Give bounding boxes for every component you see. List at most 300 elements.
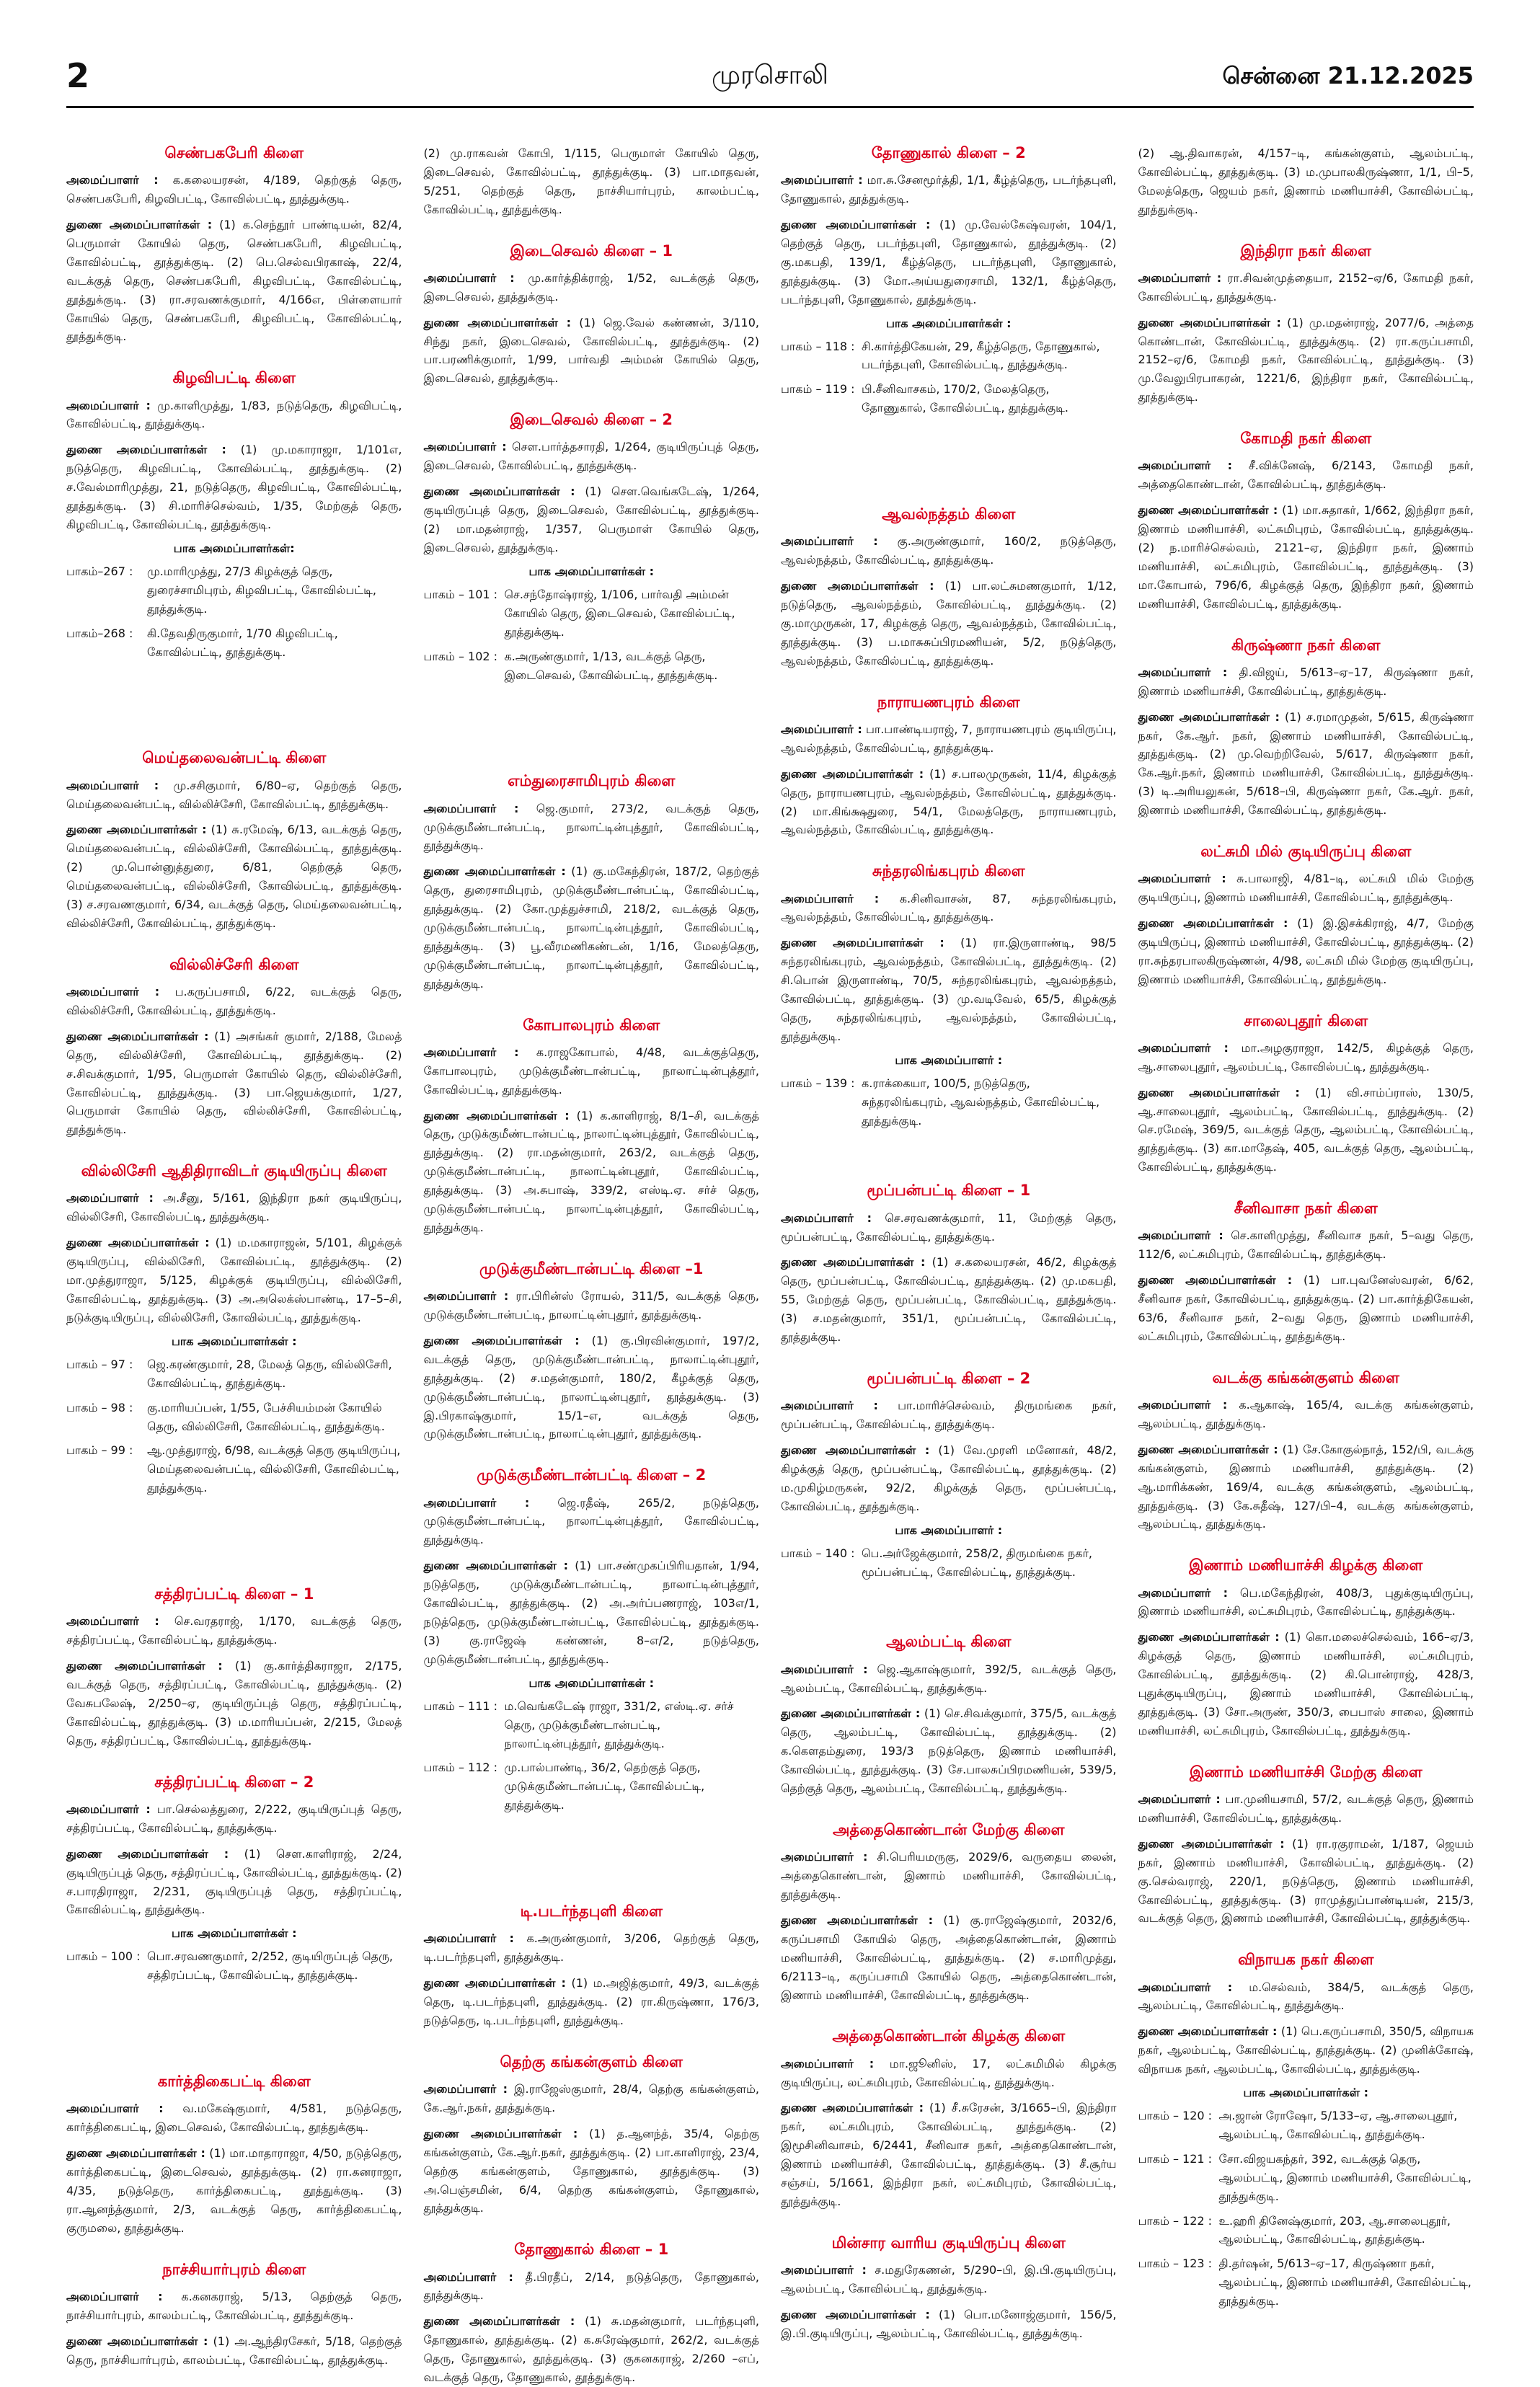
booth-number: பாகம் – 122 : <box>1138 2213 1213 2228</box>
role-label: அமைப்பாளர் : <box>423 270 515 285</box>
issue-date: சென்னை 21.12.2025 <box>1222 62 1474 89</box>
member-details: செ.வரதராஜ், 1/170, வடக்குத் தெரு, சத்திரப்பட்டி, கோவில்பட்டி, தூத்துக்குடி. <box>66 1614 402 1647</box>
role-label: அமைப்பாளர் : <box>1138 1228 1223 1243</box>
member-details: தி.விஜய், 5/613–ஏ–17, கிருஷ்ணா நகர், இணாம் மணியாச்சி, கோவில்பட்டி, தூத்துக்குடி. <box>1138 665 1474 698</box>
branch-title: கோபாலபுரம் கிளை <box>523 1016 660 1034</box>
member-paragraph <box>781 2099 1117 2210</box>
member-details: (1) மா.மாதாராஜா, 4/50, நடுத்தெரு, கார்த்திகைபட்டி, இடைசெவல், தூத்துக்குடி. (2) ரா.கனராஜா, 4/35, நடுத்தெரு, கார்த்திகைபட்டி, தூத்துக்குடி. (3) ரா.ஆனந்த்குமார், 2/3, வடக்குத் தெரு, கார்த்திகைபட்டி, குருமலை, தூத்துக்குடி. <box>66 2146 402 2235</box>
branch-section <box>1138 430 1474 613</box>
member-paragraph <box>781 532 1117 570</box>
role-label: அமைப்பாளர் : <box>66 2289 163 2303</box>
member-details: க.ஆகாஷ், 165/4, வடக்கு கங்கன்குளம், ஆலம்பட்டி, தூத்துக்குடி. <box>1138 1398 1474 1430</box>
branch-title: லட்சுமி மில் குடியிருப்பு கிளை <box>1200 843 1412 861</box>
role-label: அமைப்பாளர் : <box>423 1045 519 1059</box>
member-paragraph <box>781 934 1117 1045</box>
branch-section <box>1138 1369 1474 1534</box>
role-label: அமைப்பாளர் : <box>781 891 880 905</box>
booth-number: பாகம் – 121 : <box>1138 2151 1213 2166</box>
role-label: துணை அமைப்பாளர்கள் : <box>1138 1630 1280 1644</box>
member-paragraph <box>424 862 760 993</box>
booth-number: பாகம் – 98 : <box>66 1400 133 1414</box>
booth-details: க.ராக்கையா, 100/5, நடுத்தெரு, சுந்தரலிங்கபுரம், ஆவல்நத்தம், கோவில்பட்டி, தூத்துக்குடி. <box>862 1076 1100 1128</box>
member-details: க.கலையரசன், 4/189, தெற்குத் தெரு, செண்பகபேரி, கிழவிபட்டி, கோவில்பட்டி, தூத்துக்குடி. <box>66 173 402 206</box>
branch-section <box>424 1466 760 1815</box>
member-details: (1) ச.கலையரசன், 46/2, கிழக்குத் தெரு, மூப்பன்பட்டி, கோவில்பட்டி, தூத்துக்குடி. (2) மு.மகபதி, 55, மேற்குத் தெரு, மூப்பன்பட்டி, கோவில்பட்டி, தூத்துக்குடி. (3) ச.மதன்குமார், 351/1, மூப்பன்பட்டி, கோவில்பட்டி, தூத்துக்குடி. <box>781 1255 1117 1345</box>
role-label: துணை அமைப்பாளர்கள் : <box>423 315 572 329</box>
member-details: (1) க.காளிராஜ், 8/1–சி, வடக்குத் தெரு, முடுக்குமீண்டான்பட்டி, நாலாட்டின்புத்தூர், கோவில்பட்டி, தூத்துக்குடி. (2) ரா.மதன்குமார், 263/2, வடக்குத் தெரு, முடுக்குமீண்டான்பட்டி, நாலாட்டின்புதூர், கோவில்பட்டி, தூத்துக்குடி. (3) அ.சுபாஷ், 339/2, எஸ்டி.ஏ. சர்ச் தெரு, முடுக்குமீண்டான்பட்டி, நாலாட்டின்புத்தூர், கோவில்பட்டி, தூத்துக்குடி. <box>423 1108 759 1234</box>
member-details: (1) ரா.இருளாண்டி, 98/5 சுந்தரலிங்கபுரம், ஆவல்நத்தம், கோவில்பட்டி, தூத்துக்குடி. (2) சி.பொன் இருளாண்டி, 70/5, சுந்தரலிங்கபுரம், ஆவல்நத்தம், கோவில்பட்டி, தூத்துக்குடி. (3) மு.வடிவேல், 65/5, கிழக்குத் தெரு, சுந்தரலிங்கபுரம், ஆவல்நத்தம், கோவில்பட்டி, தூத்துக்குடி. <box>781 936 1117 1043</box>
role-label: துணை அமைப்பாளர்கள் : <box>1138 1273 1293 1288</box>
branch-section <box>781 2027 1117 2210</box>
member-paragraph <box>66 2099 402 2137</box>
branch-section <box>66 749 402 932</box>
page-number: 2 <box>66 56 90 95</box>
branch-title: தோணுகால் கிளை – 1 <box>514 2241 669 2259</box>
branch-title: அத்தைகொண்டான் கிழக்கு கிளை <box>832 2027 1066 2045</box>
article-columns <box>66 144 1474 2385</box>
column-spacer <box>424 707 760 772</box>
branch-section <box>66 2261 402 2370</box>
member-paragraph <box>1138 501 1474 613</box>
booth-number: பாகம் – 139 : <box>781 1076 855 1090</box>
member-details: (1) பொ.மனோஜ்குமார், 156/5, இ.பி.குடியிருப்பு, ஆலம்பட்டி, கோவில்பட்டி, தூத்துக்குடி. <box>781 2307 1117 2340</box>
branch-section <box>781 694 1117 840</box>
role-label: அமைப்பாளர் : <box>66 1802 151 1816</box>
column-spacer <box>66 2008 402 2073</box>
booth-heading: பாக அமைப்பாளர்கள் : <box>172 1334 297 1348</box>
member-paragraph <box>781 890 1117 927</box>
member-paragraph <box>1138 269 1474 306</box>
role-label: அமைப்பாளர் : <box>66 2102 164 2116</box>
member-paragraph <box>424 1556 760 1668</box>
booth-number: பாகம்–268 : <box>66 626 133 640</box>
member-details: பெ.மகேந்திரன், 408/3, புதுக்குடியிருப்பு, இணாம் மணியாச்சி, லட்சுமிபுரம், கோவில்பட்டி, தூத்துக்குடி. <box>1138 1585 1474 1618</box>
booth-number: பாகம் – 123 : <box>1138 2257 1213 2271</box>
member-paragraph <box>1138 1271 1474 1346</box>
member-paragraph <box>781 1253 1117 1347</box>
booth-row <box>1138 2254 1474 2311</box>
branch-section <box>781 1370 1117 1581</box>
member-details: ரா.பிரின்ஸ் ரோயல், 311/5, வடக்குத் தெரு, முடுக்குமீண்டான்பட்டி, நாலாட்டின்புதூர், தூத்துக்குடி. <box>423 1289 760 1321</box>
member-paragraph <box>66 1800 402 1838</box>
role-label: அமைப்பாளர் : <box>423 2269 513 2284</box>
member-paragraph <box>1138 1978 1474 2016</box>
member-details: (1) ஜெ.வேல் கண்ணன், 3/110, சிந்து நகர், இடைசெவல், கோவில்பட்டி, தூத்துக்குடி. (2) பா.பரணிக்குமார், 1/99, பார்வதி அம்மன் கோயில் தெரு, இடைசெவல், தூத்துக்குடி. <box>423 315 759 386</box>
member-details: (1) அ.ஆந்திரசேகர், 5/18, தெற்குத் தெரு, நாச்சியார்புரம், காலம்பட்டி, கோவில்பட்டி, தூத்துக்குடி. <box>66 2334 402 2367</box>
branch-title: இந்திரா நகர் கிளை <box>1240 242 1371 260</box>
branch-section <box>1138 144 1474 219</box>
member-details: (2) ஆ.திவாகரன், 4/157–டி, கங்கன்குளம், ஆலம்பட்டி, கோவில்பட்டி, தூத்துக்குடி. (3) ம.முபாலகிருஷ்ணா, 1/1, பி–5, மேலத்தெரு, ஜெயம் நகர், இணாம் மணியாச்சி, கோவில்பட்டி, தூத்துக்குடி. <box>1138 146 1474 216</box>
member-details: செ.சரவணக்குமார், 11, மேற்குத் தெரு, மூப்பன்பட்டி, கோவில்பட்டி, தூத்துக்குடி. <box>781 1210 1117 1244</box>
branch-title: சுந்தரலிங்கபுரம் கிளை <box>872 862 1025 880</box>
branch-title: இணாம் மணியாச்சி கிழக்கு கிளை <box>1189 1556 1423 1575</box>
masthead <box>66 50 1474 108</box>
booth-number: பாகம் – 112 : <box>423 1761 498 1775</box>
role-label: துணை அமைப்பாளர்கள் : <box>423 1108 570 1122</box>
booth-number: பாகம் – 97 : <box>66 1357 133 1371</box>
member-paragraph <box>781 1660 1117 1698</box>
role-label: துணை அமைப்பாளர்கள் : <box>66 218 213 231</box>
member-paragraph <box>781 1441 1117 1516</box>
member-paragraph <box>424 1332 760 1443</box>
branch-title: வடக்கு கங்கன்குளம் கிளை <box>1212 1368 1399 1386</box>
branch-title: விநாயக நகர் கிளை <box>1238 1951 1374 1969</box>
member-details: கு.அருண்குமார், 160/2, நடுத்தெரு, ஆவல்நத்தம், கோவில்பட்டி, தூத்துக்குடி. <box>781 534 1117 567</box>
booth-details: கி.தேவதிருகுமார், 1/70 கிழவிபட்டி, கோவில்பட்டி, தூத்துக்குடி. <box>147 626 338 659</box>
booth-row <box>66 1355 402 1393</box>
member-paragraph <box>424 1287 760 1324</box>
booth-row <box>1138 2212 1474 2249</box>
booth-heading: பாக அமைப்பாளர் : <box>895 1523 1003 1537</box>
booth-details: தி.தர்ஷன், 5/613–ஏ–17, கிருஷ்ணா நகர், ஆலம்பட்டி, இணாம் மணியாச்சி, கோவில்பட்டி, தூத்துக்குடி. <box>1218 2257 1472 2308</box>
branch-section <box>66 956 402 1139</box>
member-paragraph <box>66 1612 402 1649</box>
member-details: (2) மு.ராகவன் கோபி, 1/115, பெருமாள் கோயில் தெரு, இடைசெவல், கோவில்பட்டி, தூத்துக்குடி. (3) பா.மாதவன், 5/251, தெற்குத் தெரு, நாச்சியார்புரம், காலம்பட்டி, கோவில்பட்டி, தூத்துக்குடி. <box>423 146 759 216</box>
member-details: (1) சீ.சுரேசன், 3/1665–பி, இந்திரா நகர், லட்சுமிபுரம், கோவில்பட்டி, தூத்துக்குடி. (2) இமூசினிவாசம், 6/2441, சீனிவாச நகர், அத்தைகொண்டான், இணாம் மணியாச்சி, கோவில்பட்டி, தூத்துக்குடி. (3) சீ.சூர்ய சஞ்சய், 5/1661, இந்திரா நகர், லட்சுமிபுரம், கோவில்பட்டி, தூத்துக்குடி. <box>781 2101 1117 2208</box>
branch-section <box>781 1633 1117 1798</box>
member-details: (1) கு.ராஜேஷ்குமார், 2032/6, கருப்பசாமி கோயில் தெரு, அத்தைகொண்டான், இணாம் மணியாச்சி, கோவில்பட்டி, தூத்துக்குடி. (2) ச.மாரிமுத்து, 6/2113–டி, கருப்பசாமி கோயில் தெரு, அத்தைகொண்டான், இணாம் மணியாச்சி, கோவில்பட்டி, தூத்துக்குடி. <box>781 1913 1117 2002</box>
member-paragraph <box>1138 1628 1474 1740</box>
member-paragraph <box>424 2268 760 2306</box>
role-label: துணை அமைப்பாளர்கள் : <box>781 1255 926 1270</box>
booth-details: ஜெ.கரண்குமார், 28, மேலத் தெரு, வில்லிசேரி, கோவில்பட்டி, தூத்துக்குடி. <box>147 1357 392 1390</box>
member-details: பா.மாரிச்செல்வம், திருமங்கை நகர், மூப்பன்பட்டி, கோவில்பட்டி, தூத்துக்குடி. <box>781 1399 1117 1432</box>
branch-section <box>1138 242 1474 407</box>
booth-heading: பாக அமைப்பாளர்கள் : <box>528 1675 654 1690</box>
booth-details: சி.கார்த்திகேயன், 29, கீழ்த்தெரு, தோணுகால், படர்ந்தபுளி, கோவில்பட்டி, தூத்துக்குடி. <box>862 339 1100 372</box>
booth-details: செ.சந்தோஷ்ராஜ், 1/106, பார்வதி அம்மன் கோயில் தெரு, இடைசெவல், கோவில்பட்டி, தூத்துக்குடி. <box>504 587 735 639</box>
member-paragraph <box>1138 1584 1474 1621</box>
role-label: துணை அமைப்பாளர்கள் : <box>1138 1442 1278 1456</box>
booth-number: பாகம் – 100 : <box>66 1949 141 1964</box>
role-label: துணை அமைப்பாளர்கள் : <box>1138 315 1281 329</box>
branch-section <box>781 505 1117 670</box>
booth-row <box>66 1441 402 1497</box>
member-paragraph <box>66 776 402 814</box>
role-label: அமைப்பாளர் : <box>781 1662 868 1676</box>
member-paragraph <box>1138 1790 1474 1828</box>
member-paragraph <box>1138 1440 1474 1534</box>
branch-section <box>1138 1556 1474 1740</box>
role-label: அமைப்பாளர் : <box>1138 665 1228 679</box>
member-details: (1) பா.சண்முகப்பிரியதான், 1/94, நடுத்தெரு, முடுக்குமீண்டான்பட்டி, நாலாட்டின்புத்தூர், கோவில்பட்டி, தூத்துக்குடி. (2) அ.அர்ப்பணராஜ், 103எ/1, நடுத்தெரு, முடுக்குமீண்டான்பட்டி, கோவில்பட்டி, தூத்துக்குடி. (3) கு.ராஜேஷ் கண்ணன், 8–எ/2, நடுத்தெரு, முடுக்குமீண்டான்பட்டி, தூத்துக்குடி. <box>423 1559 759 1666</box>
column-spacer <box>424 1838 760 1903</box>
role-label: அமைப்பாளர் : <box>423 440 507 454</box>
booth-row <box>66 1399 402 1436</box>
branch-section <box>781 862 1117 1130</box>
role-label: துணை அமைப்பாளர்கள் : <box>66 823 207 837</box>
member-details: சௌ.பார்த்தசாரதி, 1/264, குடியிருப்புத் தெரு, இடைசெவல், கோவில்பட்டி, தூத்துக்குடி. <box>423 440 759 473</box>
booth-heading: பாக அமைப்பாளர்கள் : <box>172 1926 297 1941</box>
branch-title: சாலைபுதூர் கிளை <box>1244 1011 1368 1029</box>
role-label: அமைப்பாளர் : <box>781 173 863 187</box>
role-label: துணை அமைப்பாளர்கள் : <box>781 1913 933 1927</box>
booth-heading: பாக அமைப்பாளர்கள்: <box>173 541 295 555</box>
booth-details: ம.வெங்கடேஷ் ராஜா, 331/2, எஸ்டி.ஏ. சர்ச் தெரு, முடுக்குமீண்டான்பட்டி, நாலாட்டின்புத்தூர், தூத்துக்குடி. <box>504 1699 734 1750</box>
role-label: அமைப்பாளர் : <box>781 2263 867 2277</box>
role-label: அமைப்பாளர் : <box>781 1850 868 1864</box>
branch-section <box>424 1903 760 2030</box>
member-paragraph <box>424 482 760 557</box>
branch-section <box>781 2234 1117 2343</box>
branch-title: மின்சார வாரிய குடியிருப்பு கிளை <box>831 2233 1066 2251</box>
role-label: துணை அமைப்பாளர்கள் : <box>423 2314 575 2329</box>
member-paragraph <box>1138 1084 1474 1177</box>
member-details: க.சினிவாசன், 87, சுந்தரலிங்கபுரம், ஆவல்நத்தம், கோவில்பட்டி, தூத்துக்குடி. <box>781 891 1117 924</box>
column-spacer <box>781 440 1117 505</box>
member-details: (1) க.செந்தூர் பாண்டியன், 82/4, பெருமாள் கோயில் தெரு, செண்பகபேரி, கிழவிபட்டி, கோவில்பட்டி, தூத்துக்குடி. (2) பெ.செல்வபிரகாஷ், 22/4, வடக்குத் தெரு, செண்பகபேரி, கிழவிபட்டி, கோவில்பட்டி, தூத்துக்குடி. (3) ரா.சரவணக்குமார், 4/166எ, பிள்ளையார் கோயில் தெரு, செண்பகபேரி, கிழவிபட்டி, கோவில்பட்டி, தூத்துக்குடி. <box>66 218 402 344</box>
branch-title: வில்லிசேரி ஆதிதிராவிடர் குடியிருப்பு கிளை <box>81 1162 387 1180</box>
member-details: பா.பாண்டியராஜ், 7, நாராயணபுரம் குடியிருப்பு, ஆவல்நத்தம், கோவில்பட்டி, தூத்துக்குடி. <box>781 722 1117 755</box>
role-label: துணை அமைப்பாளர்கள் : <box>423 1333 580 1347</box>
booth-number: பாகம் – 102 : <box>423 649 498 663</box>
member-paragraph <box>66 1189 402 1226</box>
member-paragraph <box>1138 1039 1474 1076</box>
member-details: (1) செ.சிவக்குமார், 375/5, வடக்குத் தெரு, ஆலம்பட்டி, கோவில்பட்டி, தூத்துக்குடி. (2) க.கௌதம்துரை, 193/3 நடுத்தெரு, இணாம் மணியாச்சி, கோவில்பட்டி, தூத்துக்குடி. (3) சே.பாலசுப்பிரமணியன், 539/5, தெற்குத் தெரு, ஆலம்பட்டி, கோவில்பட்டி, தூத்துக்குடி. <box>781 1706 1117 1796</box>
booth-row <box>1138 2150 1474 2206</box>
booth-details: க.அருண்குமார், 1/13, வடக்குத் தெரு, இடைசெவல், கோவில்பட்டி, தூத்துக்குடி. <box>504 649 718 682</box>
member-details: (1) கு.கார்த்திகராஜா, 2/175, வடக்குத் தெரு, சத்திரப்பட்டி, கோவில்பட்டி, தூத்துக்குடி. (2) வேசுபலேஷ், 2/250–ஏ, குடியிருப்புத் தெரு, சத்திரப்பட்டி, கோவில்பட்டி, தூத்துக்குடி. (3) ம.மாரியப்பன், 2/215, மேலத் தெரு, சத்திரப்பட்டி, கோவில்பட்டி, தூத்துக்குடி. <box>66 1659 402 1748</box>
member-paragraph <box>781 171 1117 208</box>
member-details: ரா.சிவன்முத்தையா, 2152–ஏ/6, கோமதி நகர், கோவில்பட்டி, தூத்துக்குடி. <box>1138 270 1474 304</box>
member-details: இ.ராஜேஸ்குமார், 28/4, தெற்கு கங்கன்குளம், கே.ஆர்.நகர், தூத்துக்குடி. <box>423 2082 760 2114</box>
member-paragraph <box>66 1027 402 1139</box>
column-2 <box>423 144 760 2385</box>
branch-title: கோமதி நகர் கிளை <box>1240 430 1372 448</box>
member-paragraph <box>781 765 1117 840</box>
member-details: (1) இ.இசக்கிராஜ், 4/7, மேற்கு குடியிருப்பு, இணாம் மணியாச்சி, கோவில்பட்டி, தூத்துக்குடி. (2) ரா.சுந்தரபாலகிருஷ்ணன், 4/98, லட்சுமி மில் மேற்கு குடியிருப்பு, இணாம் மணியாச்சி, கோவில்பட்டி, தூத்துக்குடி. <box>1138 916 1474 986</box>
member-paragraph <box>66 1845 402 1920</box>
member-paragraph <box>66 2144 402 2238</box>
member-paragraph <box>66 983 402 1020</box>
member-paragraph <box>1138 1835 1474 1928</box>
member-details: (1) கு.மகேந்திரன், 187/2, தெற்குத் தெரு, துரைசாமிபுரம், முடுக்குமீண்டான்பட்டி, கோவில்பட்டி, தூத்துக்குடி. (2) கோ.முத்துச்சாமி, 218/2, வடக்குத் தெரு, முடுக்குமீண்டான்பட்டி, நாலாட்டின்புத்தூர், கோவில்பட்டி, தூத்துக்குடி. (3) பூ.வீரமணிகண்டன், 1/16, மேலத்தெரு, முடுக்குமீண்டான்பட்டி, நாலாட்டின்புத்தூர், கோவில்பட்டி, தூத்துக்குடி. <box>423 864 759 991</box>
member-details: மு.சசிகுமார், 6/80–ஏ, தெற்குத் தெரு, மெய்தலைவன்பட்டி, வில்லிச்சேரி, கோவில்பட்டி, தூத்துக்குடி. <box>66 778 402 811</box>
role-label: அமைப்பாளர் : <box>66 985 160 999</box>
member-paragraph <box>66 397 402 434</box>
branch-title: சீனிவாசா நகர் கிளை <box>1234 1200 1378 1218</box>
branch-section <box>1138 1951 1474 2311</box>
role-label: அமைப்பாளர் : <box>1138 872 1226 886</box>
booth-row <box>781 380 1117 417</box>
branch-section <box>424 242 760 389</box>
member-paragraph <box>424 144 760 219</box>
column-spacer <box>66 684 402 749</box>
role-label: அமைப்பாளர் : <box>66 398 151 412</box>
role-label: துணை அமைப்பாளர்கள் : <box>423 484 575 499</box>
booth-row <box>1138 2107 1474 2144</box>
booth-heading: பாக அமைப்பாளர்கள் : <box>886 316 1012 330</box>
member-paragraph <box>1138 869 1474 907</box>
branch-section <box>424 2053 760 2218</box>
member-details: தீ.பிரதீப், 2/14, நடுத்தெரு, தோணுகால், தூத்துக்குடி. <box>423 2269 760 2303</box>
branch-section <box>66 2073 402 2238</box>
member-paragraph <box>424 1494 760 1550</box>
booth-details: சோ.விஜயகந்தர், 392, வடக்குத் தெரு, ஆலம்பட்டி, இணாம் மணியாச்சி, கோவில்பட்டி, தூத்துக்குடி. <box>1218 2151 1472 2203</box>
member-details: செ.காளிமுத்து, சீனிவாச நகர், 5–வது தெரு, 112/6, லட்சுமிபுரம், கோவில்பட்டி, தூத்துக்குடி. <box>1138 1228 1474 1262</box>
role-label: அமைப்பாளர் : <box>423 801 519 815</box>
member-details: (1) மா.சுதாகர், 1/662, இந்திரா நகர், இணாம் மணியாச்சி, லட்சுமிபுரம், கோவில்பட்டி, தூத்துக்குடி. (2) ந.மாரிச்செல்வம், 2121–ஏ, இந்திரா நகர், இணாம் மணியாச்சி, லட்சுமிபுரம், கோவில்பட்டி, தூத்துக்குடி. (3) மா.கோபால், 796/6, கிழக்குத் தெரு, இந்திரா நகர், இணாம் மணியாச்சி, கோவில்பட்டி, தூத்துக்குடி. <box>1138 503 1474 611</box>
branch-section <box>424 1260 760 1443</box>
role-label: அமைப்பாளர் : <box>66 778 159 792</box>
member-paragraph <box>66 1657 402 1750</box>
member-details: (1) சு.ரமேஷ், 6/13, வடக்குத் தெரு, மெய்தலைவன்பட்டி, வில்லிச்சேரி, கோவில்பட்டி, தூத்துக்குடி. (2) மு.பொன்னுத்துரை, 6/81, தெற்குத் தெரு, மெய்தலைவன்பட்டி, வில்லிச்சேரி, கோவில்பட்டி, தூத்துக்குடி. (3) ச.சரவணகுமார், 6/34, வடக்குத் தெரு, மெய்தலைவன்பட்டி, வில்லிச்சேரி, கோவில்பட்டி, தூத்துக்குடி. <box>66 823 402 930</box>
role-label: அமைப்பாளர் : <box>66 1191 154 1205</box>
member-paragraph <box>66 820 402 932</box>
member-details: (1) ம.அஜித்குமார், 49/3, வடக்குத் தெரு, டி.படர்ந்தபுளி, தூத்துக்குடி. (2) ரா.கிருஷ்ணா, 176/3, நடுத்தெரு, டி.படர்ந்தபுளி, தூத்துக்குடி. <box>423 1976 759 2027</box>
role-label: துணை அமைப்பாளர்கள் : <box>423 864 566 879</box>
role-label: துணை அமைப்பாளர்கள் : <box>1138 1085 1300 1099</box>
column-spacer <box>781 1604 1117 1633</box>
member-details: (1) பா.புவனேஸ்வரன், 6/62, சீனிவாச நகர், கோவில்பட்டி, தூத்துக்குடி. (2) பா.கார்த்திகேயன், 63/6, சீனிவாச நகர், 2–வது தெரு, இணாம் மணியாச்சி, லட்சுமிபுரம், கோவில்பட்டி, தூத்துக்குடி. <box>1138 1273 1474 1343</box>
role-label: துணை அமைப்பாளர்கள் : <box>66 2334 208 2348</box>
member-paragraph <box>424 2312 760 2387</box>
role-label: துணை அமைப்பாளர்கள் : <box>781 218 931 231</box>
member-paragraph <box>424 269 760 306</box>
member-paragraph <box>1138 1396 1474 1433</box>
member-paragraph <box>781 2261 1117 2298</box>
booth-number: பாகம் – 118 : <box>781 339 855 353</box>
member-details: க.அருண்குமார், 3/206, தெற்குத் தெரு, டி.படர்ந்தபுளி, தூத்துக்குடி. <box>423 1931 760 1965</box>
member-details: மா.சு.சேனமூர்த்தி, 1/1, கீழ்த்தெரு, படர்ந்தபுளி, தோணுகால், தூத்துக்குடி. <box>781 173 1117 206</box>
branch-title: வில்லிச்சேரி கிளை <box>169 955 299 973</box>
member-paragraph <box>781 577 1117 670</box>
role-label: துணை அமைப்பாளர்கள் : <box>66 443 226 457</box>
booth-row <box>424 585 760 642</box>
booth-row <box>424 1697 760 1753</box>
member-paragraph <box>424 2125 760 2218</box>
role-label: துணை அமைப்பாளர்கள் : <box>1138 709 1280 724</box>
branch-title: டி.படர்ந்தபுளி கிளை <box>520 1903 663 1921</box>
booth-details: பொ.சரவணகுமார், 2/252, குடியிருப்புத் தெரு, சத்திரப்பட்டி, கோவில்பட்டி, தூத்துக்குடி. <box>147 1949 393 1983</box>
member-paragraph <box>1138 1226 1474 1264</box>
branch-section <box>781 144 1117 417</box>
branch-section <box>66 1773 402 1985</box>
member-paragraph <box>1138 314 1474 407</box>
role-label: துணை அமைப்பாளர்கள் : <box>781 2307 930 2321</box>
member-paragraph <box>424 1043 760 1099</box>
member-paragraph <box>781 2055 1117 2092</box>
branch-title: ஆலம்பட்டி கிளை <box>886 1633 1012 1651</box>
member-details: (1) அசங்கர் குமார், 2/188, மேலத் தெரு, வில்லிச்சேரி, கோவில்பட்டி, தூத்துக்குடி. (2) ச.சிவக்குமார், 1/95, பெருமாள் கோயில் தெரு, வில்லிச்சேரி, கோவில்பட்டி, தூத்துக்குடி. (3) பா.ஜெயக்குமார், 1/27, பெருமாள் கோயில் தெரு, வில்லிச்சேரி, கோவில்பட்டி, தூத்துக்குடி. <box>66 1029 402 1137</box>
member-details: (1) சௌ.காளிராஜ், 2/24, குடியிருப்புத் தெரு, சத்திரப்பட்டி, கோவில்பட்டி, தூத்துக்குடி. (2) ச.பாரதிராஜா, 2/231, குடியிருப்புத் தெரு, சத்திரப்பட்டி, கோவில்பட்டி, தூத்துக்குடி. <box>66 1846 402 1917</box>
booth-row <box>424 647 760 685</box>
column-4 <box>1138 144 1474 2350</box>
branch-section <box>1138 1200 1474 1346</box>
role-label: துணை அமைப்பாளர்கள் : <box>781 1706 921 1721</box>
member-paragraph <box>66 440 402 534</box>
role-label: அமைப்பாளர் : <box>66 173 159 187</box>
member-paragraph <box>1138 456 1474 494</box>
booth-row <box>781 1074 1117 1130</box>
branch-section <box>424 772 760 993</box>
branch-title: கிருஷ்ணா நகர் கிளை <box>1231 636 1381 654</box>
member-details: ஜெ.ஆகாஷ்குமார், 392/5, வடக்குத் தெரு, ஆலம்பட்டி, கோவில்பட்டி, தூத்துக்குடி. <box>781 1662 1117 1695</box>
booth-row <box>66 562 402 619</box>
booth-details: கு.மாரியப்பன், 1/55, பேச்சியம்மன் கோயில் தெரு, வில்லிசேரி, கோவில்பட்டி, தூத்துக்குடி. <box>147 1400 385 1433</box>
member-details: (1) ச.ரமாமுதன், 5/615, கிருஷ்ணா நகர், கே.ஆர். நகர், இணாம் மணியாச்சி, கோவில்பட்டி, தூத்துக்குடி. (2) மு.வெற்றிவேல், 5/617, கிருஷ்ணா நகர், கே.ஆர்.நகர், இணாம் மணியாச்சி, கோவில்பட்டி, தூத்துக்குடி. (3) டி.அரியலுகன், 5/618–பி, கிருஷ்ணா நகர், கே.ஆர். நகர், இணாம் மணியாச்சி, கோவில்பட்டி, தூத்துக்குடி. <box>1138 709 1474 818</box>
branch-section <box>1138 637 1474 820</box>
branch-section <box>424 411 760 684</box>
role-label: துணை அமைப்பாளர்கள் : <box>1138 1836 1285 1851</box>
member-paragraph <box>66 171 402 208</box>
branch-title: இடைசெவல் கிளை – 2 <box>510 411 673 429</box>
role-label: அமைப்பாளர் : <box>423 2082 508 2096</box>
column-spacer <box>781 1153 1117 1182</box>
role-label: துணை அமைப்பாளர்கள் : <box>423 1559 569 1573</box>
member-paragraph <box>1138 144 1474 219</box>
booth-details: உ.ஹரி தினேஷ்குமார், 203, ஆ.சாலைபுதூர், ஆலம்பட்டி, கோவில்பட்டி, தூத்துக்குடி. <box>1218 2213 1451 2246</box>
member-details: (1) சு.மதன்குமார், படர்ந்தபுளி, தோணுகால், தூத்துக்குடி. (2) க.சுரேஷ்குமார், 262/2, வடக்குத் தெரு, தோணுகால், தூத்துக்குடி. (3) குகனகராஜ், 2/260 –எப், வடக்குத் தெரு, தோணுகால், தூத்துக்குடி. <box>423 2314 759 2385</box>
booth-heading: பாக அமைப்பாளர்கள் : <box>1243 2086 1368 2100</box>
member-details: (1) கு.பிரவின்குமார், 197/2, வடக்குத் தெரு, முடுக்குமீண்டான்பட்டி, நாலாட்டின்புதூர், தூத்துக்குடி. (2) ச.மதன்குமார், 180/2, கீழக்குத் தெரு, முடுக்குமீண்டான்பட்டி, நாலாட்டின்புதூர், தூத்துக்குடி. (3) இ.பிரகாஷ்குமார், 15/1–எ, வடக்குத் தெரு, முடுக்குமீண்டான்பட்டி, நாலாட்டின்புதூர், தூத்துக்குடி. <box>423 1333 760 1441</box>
branch-section <box>66 369 402 661</box>
member-details: (1) ச.பாலமுருகன், 11/4, கிழக்குத் தெரு, நாராயணபுரம், ஆவல்நத்தம், கோவில்பட்டி, தூத்துக்குடி. (2) மா.கிங்க்ஷதுரை, 54/1, மேலத்தெரு, நாராயணபுரம், ஆவல்நத்தம், கோவில்பட்டி, தூத்துக்குடி. <box>781 766 1117 837</box>
member-details: (1) பா.லட்சுமணகுமார், 1/12, நடுத்தெரு, ஆவல்நத்தம், கோவில்பட்டி, தூத்துக்குடி. (2) கு.மாமுருகன், 17, கிழக்குத் தெரு, ஆவல்நத்தம், கோவில்பட்டி, தூத்துக்குடி. (3) ப.மாசுசுப்பிரமணியன், 5/2, நடுத்தெரு, ஆவல்நத்தம், கோவில்பட்டி, தூத்துக்குடி. <box>781 579 1117 668</box>
member-paragraph <box>1138 708 1474 820</box>
role-label: அமைப்பாளர் : <box>423 1289 509 1303</box>
booth-details: மு.பால்பாண்டி, 36/2, தெற்குத் தெரு, முடுக்குமீண்டான்பட்டி, கோவில்பட்டி, தூத்துக்குடி. <box>504 1761 705 1812</box>
role-label: துணை அமைப்பாளர்கள் : <box>1138 503 1278 518</box>
role-label: அமைப்பாளர் : <box>1138 1585 1229 1600</box>
role-label: துணை அமைப்பாளர்கள் : <box>1138 916 1288 931</box>
member-paragraph <box>781 216 1117 309</box>
member-paragraph <box>66 2332 402 2370</box>
role-label: அமைப்பாளர் : <box>781 2056 875 2071</box>
branch-section <box>1138 843 1474 989</box>
member-details: ப.கருப்பசாமி, 6/22, வடக்குத் தெரு, வில்லிச்சேரி, கோவில்பட்டி, தூத்துக்குடி. <box>66 985 402 1017</box>
branch-title: தோணுகால் கிளை – 2 <box>871 144 1026 161</box>
member-paragraph <box>424 438 760 475</box>
member-paragraph <box>66 1234 402 1327</box>
branch-title: எம்துரைசாமிபுரம் கிளை <box>508 772 676 790</box>
booth-heading: பாக அமைப்பாளர் : <box>895 1053 1003 1067</box>
booth-row <box>66 624 402 662</box>
role-label: அமைப்பாளர் : <box>1138 1398 1228 1412</box>
role-label: அமைப்பாளர் : <box>781 534 878 549</box>
column-1 <box>66 144 402 2367</box>
booth-row <box>424 1758 760 1815</box>
role-label: துணை அமைப்பாளர்கள் : <box>781 2101 924 2115</box>
column-spacer <box>66 1520 402 1585</box>
role-label: துணை அமைப்பாளர்கள் : <box>781 936 944 950</box>
role-label: துணை அமைப்பாளர்கள் : <box>423 1976 566 1990</box>
member-paragraph <box>424 1107 760 1237</box>
member-details: மு.காளிமுத்து, 1/83, நடுத்தெரு, கிழவிபட்டி, கோவில்பட்டி, தூத்துக்குடி. <box>66 398 402 431</box>
member-details: (1) வி.சாம்ப்ராஸ், 130/5, ஆ.சாலைபுதூர், ஆலம்பட்டி, கோவில்பட்டி, தூத்துக்குடி. (2) செ.ரமேஷ், 369/5, வடக்குத் தெரு, ஆலம்பட்டி, கோவில்பட்டி, தூத்துக்குடி. (3) கா.மாதேஷ், 405, வடக்குத் தெரு, ஆலம்பட்டி, கோவில்பட்டி, தூத்துக்குடி. <box>1138 1085 1474 1174</box>
branch-title: அத்தைகொண்டான் மேற்கு கிளை <box>833 1820 1065 1838</box>
member-paragraph <box>1138 914 1474 989</box>
branch-title: இணாம் மணியாச்சி மேற்கு கிளை <box>1189 1763 1422 1781</box>
member-details: வ.மகேஷ்குமார், 4/581, நடுத்தெரு, கார்த்திகைபட்டி, இடைசெவல், கோவில்பட்டி, தூத்துக்குடி. <box>66 2102 402 2135</box>
branch-section <box>1138 1763 1474 1928</box>
role-label: அமைப்பாளர் : <box>1138 270 1222 285</box>
branch-title: நாராயணபுரம் கிளை <box>877 693 1020 711</box>
member-details: பா.முனியசாமி, 57/2, வடக்குத் தெரு, இணாம் மணியாச்சி, கோவில்பட்டி, தூத்துக்குடி. <box>1138 1792 1474 1825</box>
role-label: துணை அமைப்பாளர்கள் : <box>781 1443 930 1457</box>
member-details: (1) வே.முரளி மனோகர், 48/2, கிழக்குத் தெரு, மூப்பன்பட்டி, கோவில்பட்டி, தூத்துக்குடி. (2) ம.முகிழ்மருகன், 92/2, கிழக்குத் தெரு, மூப்பன்பட்டி, கோவில்பட்டி, தூத்துக்குடி. <box>781 1443 1117 1513</box>
branch-title: கிழவிபட்டி கிளை <box>172 369 296 387</box>
role-label: துணை அமைப்பாளர்கள் : <box>66 1029 209 1043</box>
member-paragraph <box>424 2080 760 2117</box>
member-details: சு.பாலாஜி, 4/81–டி, லட்சுமி மில் மேற்கு குடியிருப்பு, இணாம் மணியாச்சி, கோவில்பட்டி, தூத்துக்குடி. <box>1138 872 1474 905</box>
member-details: ஜெ.ரதீஷ், 265/2, நடுத்தெரு, முடுக்குமீண்டான்பட்டி, நாலாட்டின்புத்தூர், கோவில்பட்டி, தூத்துக்குடி. <box>423 1495 760 1547</box>
role-label: அமைப்பாளர் : <box>1138 1980 1233 1994</box>
role-label: துணை அமைப்பாளர்கள் : <box>66 1846 229 1861</box>
role-label: துணை அமைப்பாளர்கள் : <box>66 1236 210 1250</box>
member-paragraph <box>424 800 760 856</box>
member-paragraph <box>424 1974 760 2030</box>
